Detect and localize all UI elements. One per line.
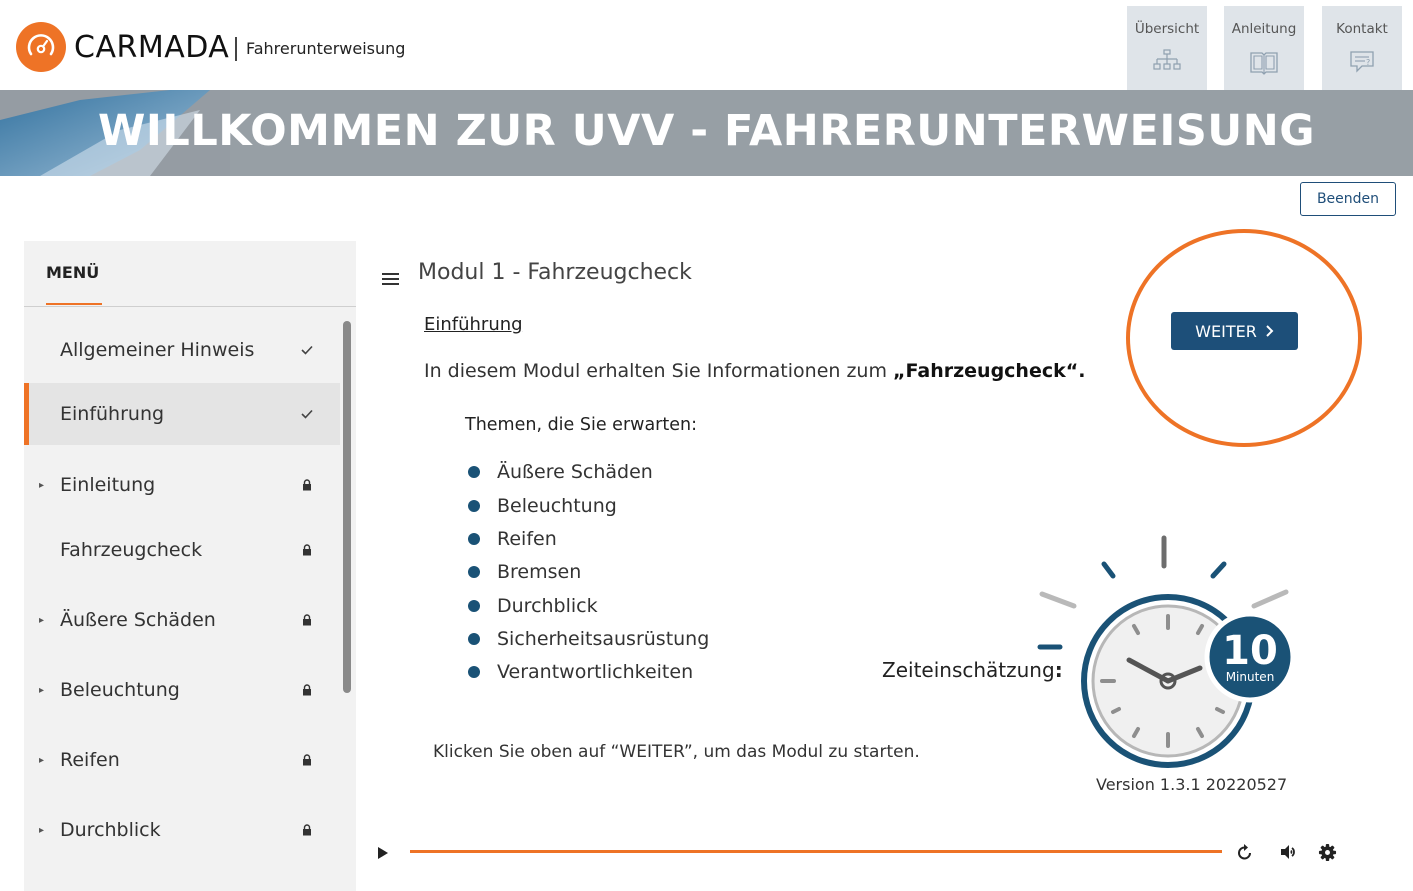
sidebar-item-label: Allgemeiner Hinweis xyxy=(60,339,255,361)
settings-gear-icon[interactable] xyxy=(1318,843,1337,866)
topic-item xyxy=(468,595,598,617)
brand-separator xyxy=(235,37,237,61)
topic-label: Beleuchtung xyxy=(497,495,617,517)
bullet-dot xyxy=(468,466,480,478)
lock-icon xyxy=(300,478,314,492)
sidebar-item-allgemeiner-hinweis[interactable] xyxy=(24,319,340,381)
topic-label: Sicherheitsausrüstung xyxy=(497,628,710,650)
expand-arrow-icon: ▸ xyxy=(39,754,45,766)
bullet-dot xyxy=(468,633,480,645)
bullet-dot xyxy=(468,666,480,678)
nav-kontakt-button[interactable] xyxy=(1322,6,1402,90)
menu-title-underline xyxy=(46,303,102,305)
topic-label: Bremsen xyxy=(497,561,582,583)
topic-label: Verantwortlichkeiten xyxy=(497,661,694,683)
topic-item xyxy=(468,461,653,483)
time-estimate-value: 10 xyxy=(1222,628,1278,674)
sidebar-item-label: Fahrzeugcheck xyxy=(60,539,203,561)
themes-heading: Themen, die Sie erwarten: xyxy=(465,415,697,435)
brand-name: CARMADA xyxy=(74,30,230,65)
check-icon xyxy=(300,407,314,421)
expand-arrow-icon: ▸ xyxy=(39,824,45,836)
nav-uebersicht-label: Übersicht xyxy=(1134,21,1200,37)
lock-icon xyxy=(300,753,314,767)
sidebar-scrollbar[interactable] xyxy=(343,321,351,693)
version-label: Version 1.3.1 20220527 xyxy=(1096,775,1288,794)
volume-icon[interactable] xyxy=(1279,843,1299,865)
time-estimate-unit: Minuten xyxy=(1225,670,1275,684)
sidebar-menu xyxy=(24,241,356,891)
module-title: Modul 1 - Fahrzeugcheck xyxy=(418,260,692,285)
topic-item xyxy=(468,661,693,683)
speedometer-icon xyxy=(24,30,58,64)
replay-icon[interactable] xyxy=(1237,843,1253,865)
sidebar-item-durchblick[interactable] xyxy=(24,799,340,861)
lock-icon xyxy=(300,823,314,837)
nav-anleitung-label: Anleitung xyxy=(1231,21,1297,37)
hamburger-menu-icon[interactable] xyxy=(382,270,400,289)
stopwatch-icon xyxy=(1030,530,1300,775)
expand-arrow-icon: ▸ xyxy=(39,479,45,491)
topic-item xyxy=(468,528,557,550)
sidebar-item-label: Reifen xyxy=(60,749,120,771)
nav-anleitung-button[interactable] xyxy=(1224,6,1304,90)
nav-kontakt-label: Kontakt xyxy=(1336,21,1388,37)
time-estimate-colon: : xyxy=(1054,658,1063,682)
svg-text:?: ? xyxy=(1366,58,1371,67)
bullet-dot xyxy=(468,566,480,578)
sidebar-item-label: Beleuchtung xyxy=(60,679,180,701)
menu-title: MENÜ xyxy=(46,263,100,282)
sidebar-item-einleitung[interactable] xyxy=(24,454,340,516)
check-icon xyxy=(300,343,314,357)
sidebar-item-einfuehrung[interactable] xyxy=(24,383,340,445)
nav-uebersicht-button[interactable] xyxy=(1127,6,1207,90)
chevron-right-icon xyxy=(1265,325,1274,337)
sidebar-item-label: Durchblick xyxy=(60,819,161,841)
topic-label: Äußere Schäden xyxy=(497,461,653,483)
intro-text xyxy=(424,360,1085,382)
bullet-dot xyxy=(468,533,480,545)
sidebar-item-aeussere-schaeden[interactable] xyxy=(24,589,340,651)
sidebar-item-label: Äußere Schäden xyxy=(60,609,216,631)
carmada-logo xyxy=(16,22,66,72)
progress-bar[interactable] xyxy=(410,850,1222,853)
banner-title: WILLKOMMEN ZUR UVV - FAHRERUNTERWEISUNG xyxy=(97,106,1315,156)
time-estimate-text: Zeiteinschätzung xyxy=(882,658,1055,682)
bullet-dot xyxy=(468,500,480,512)
lock-icon xyxy=(300,613,314,627)
play-icon[interactable] xyxy=(376,845,390,864)
lock-icon xyxy=(300,683,314,697)
sitemap-icon xyxy=(1152,49,1182,73)
topic-label: Durchblick xyxy=(497,595,598,617)
topic-label: Reifen xyxy=(497,528,557,550)
book-icon xyxy=(1248,49,1280,75)
menu-divider xyxy=(24,306,356,307)
next-button-label: WEITER xyxy=(1195,321,1257,341)
instruction-text: Klicken Sie oben auf “WEITER”, um das Modul zu starten. xyxy=(433,742,920,762)
welcome-banner xyxy=(0,90,1413,176)
chat-icon xyxy=(1348,49,1376,75)
bullet-dot xyxy=(468,600,480,612)
sidebar-item-label: Einleitung xyxy=(60,474,156,496)
sidebar-item-beleuchtung[interactable] xyxy=(24,659,340,721)
topic-item xyxy=(468,495,617,517)
sidebar-item-label: Einführung xyxy=(60,403,165,425)
expand-arrow-icon: ▸ xyxy=(39,684,45,696)
lock-icon xyxy=(300,543,314,557)
intro-prefix: In diesem Modul erhalten Sie Informationen zum xyxy=(424,360,894,382)
end-button[interactable]: Beenden xyxy=(1300,182,1396,216)
topic-item xyxy=(468,561,581,583)
sidebar-item-fahrzeugcheck[interactable] xyxy=(24,519,340,581)
section-link-einfuehrung[interactable]: Einführung xyxy=(424,314,523,335)
brand-subtitle: Fahrerunterweisung xyxy=(246,39,406,58)
next-button[interactable] xyxy=(1171,312,1298,350)
expand-arrow-icon: ▸ xyxy=(39,614,45,626)
intro-bold: „Fahrzeugcheck“. xyxy=(893,360,1086,382)
sidebar-item-reifen[interactable] xyxy=(24,729,340,791)
topic-item xyxy=(468,628,709,650)
